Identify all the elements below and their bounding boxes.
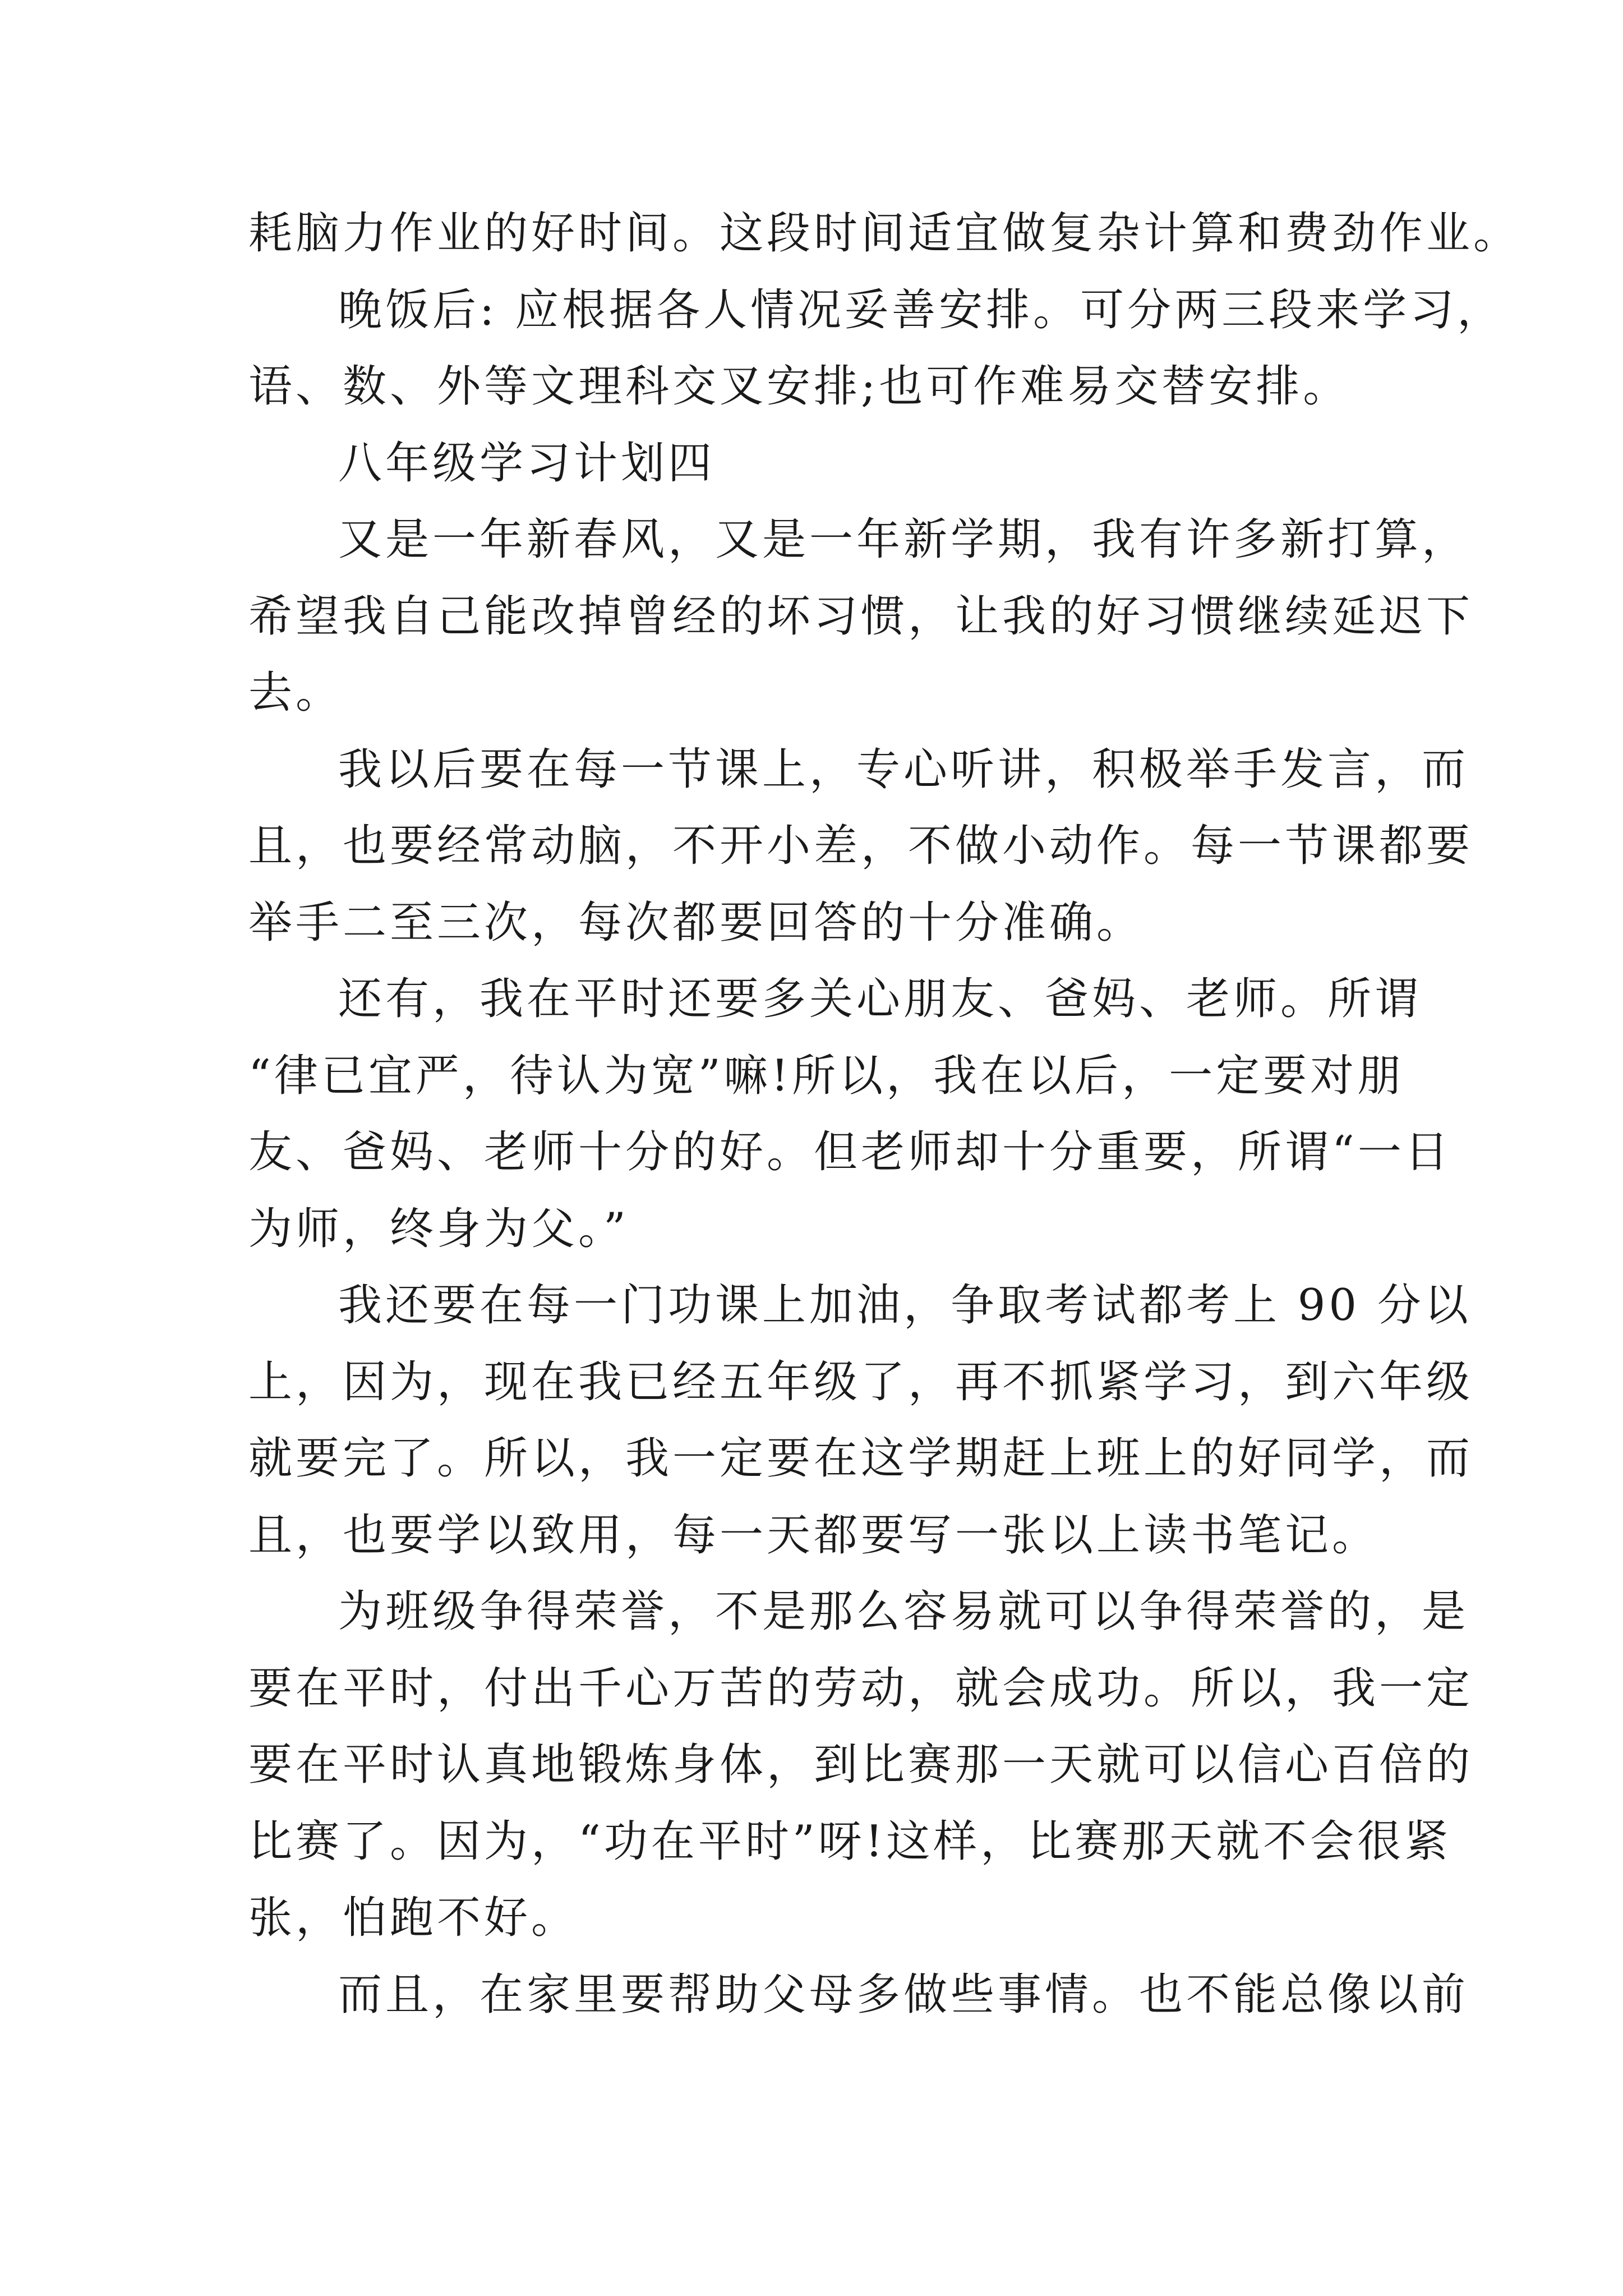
text-line: 友、爸妈、老师十分的好。但老师却十分重要，所谓“一日 bbox=[248, 1127, 1452, 1177]
text-line: 就要完了。所以，我一定要在这学期赶上班上的好同学，而 bbox=[248, 1433, 1474, 1484]
text-line: 又是一年新春风，又是一年新学期，我有许多新打算， bbox=[338, 514, 1469, 565]
text-line: 我以后要在每一节课上，专心听讲，积极举手发言，而 bbox=[338, 744, 1469, 795]
text-line: “律已宜严，待认为宽”嘛!所以，我在以后，一定要对朋 bbox=[248, 1050, 1405, 1101]
section-heading: 八年级学习计划四 bbox=[338, 438, 716, 489]
text-line: 要在平时认真地锻炼身体，到比赛那一天就可以信心百倍的 bbox=[248, 1740, 1474, 1790]
text-line: 且，也要学以致用，每一天都要写一张以上读书笔记。 bbox=[248, 1510, 1380, 1561]
text-line: 上，因为，现在我已经五年级了，再不抓紧学习，到六年级 bbox=[248, 1356, 1474, 1407]
text-line: 去。 bbox=[248, 668, 343, 718]
text-line: 而且，在家里要帮助父母多做些事情。也不能总像以前 bbox=[338, 1969, 1469, 2020]
text-line: 且，也要经常动脑，不开小差，不做小动作。每一节课都要 bbox=[248, 821, 1474, 871]
text-line: 晚饭后: 应根据各人情况妥善安排。可分两三段来学习， bbox=[338, 284, 1505, 335]
text-line: 还有，我在平时还要多关心朋友、爸妈、老师。所谓 bbox=[338, 974, 1422, 1024]
text-line: 我还要在每一门功课上加油，争取考试都考上 90 分以 bbox=[338, 1280, 1472, 1331]
text-line: 比赛了。因为，“功在平时”呀!这样，比赛那天就不会很紧 bbox=[248, 1816, 1452, 1867]
text-line: 张，怕跑不好。 bbox=[248, 1893, 579, 1943]
text-line: 要在平时，付出千心万苦的劳动，就会成功。所以，我一定 bbox=[248, 1663, 1474, 1714]
document-body bbox=[248, 208, 1521, 2049]
text-line: 语、数、外等文理科交叉安排;也可作难易交替安排。 bbox=[248, 361, 1350, 412]
text-line: 为师，终身为父。” bbox=[248, 1203, 629, 1254]
text-line: 耗脑力作业的好时间。这段时间适宜做复杂计算和费劲作业。 bbox=[248, 208, 1521, 259]
text-line: 举手二至三次，每次都要回答的十分准确。 bbox=[248, 897, 1144, 948]
text-line: 为班级争得荣誉，不是那么容易就可以争得荣誉的，是 bbox=[338, 1586, 1469, 1637]
text-line: 希望我自己能改掉曾经的坏习惯，让我的好习惯继续延迟下 bbox=[248, 591, 1474, 642]
